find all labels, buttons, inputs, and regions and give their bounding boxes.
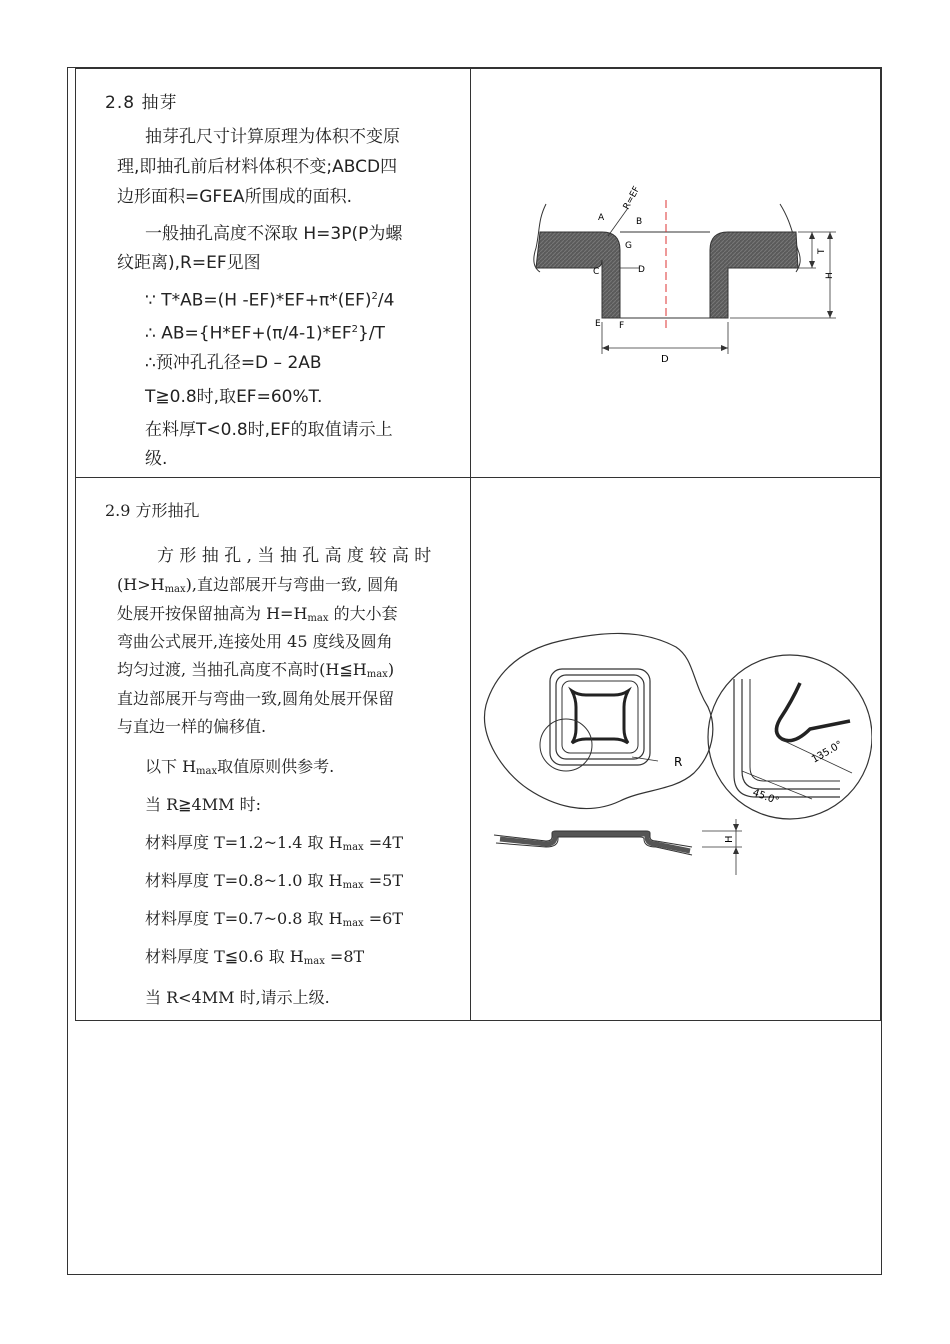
- formula-2: ∴ $AB=\{H*EF+(\pi/4-1)*EF^2\}/T$: [145, 323, 385, 344]
- reference-note: 以下 $H_{max}$取值原则供参考.: [145, 757, 335, 777]
- label-f: F: [619, 321, 625, 331]
- formula-3: ∴预冲孔孔径=D – 2AB: [145, 353, 322, 373]
- thickness-row: 材料厚度 T=1.2~1.4 取 $H_{max} =4T$: [145, 833, 404, 853]
- label-h: H: [825, 272, 835, 279]
- para-line: 抽芽孔尺寸计算原理为体积不变原: [145, 127, 400, 147]
- label-d: D: [638, 265, 645, 275]
- label-b: B: [636, 217, 643, 227]
- label-r-ef: R=EF: [621, 184, 643, 212]
- thickness-row: 材料厚度 T=0.8~1.0 取 $H_{max} =5T$: [145, 871, 404, 891]
- label-c: C: [593, 267, 600, 277]
- label-angle-45: 45.0°: [750, 787, 781, 808]
- para-line: 理,即抽孔前后材料体积不变;ABCD四: [117, 157, 398, 177]
- condition-r-ge-4: 当 R≧4MM 时:: [145, 795, 261, 814]
- rule-2-line2: 级.: [145, 449, 168, 469]
- label-r: R: [674, 755, 683, 769]
- label-g: G: [625, 241, 632, 251]
- para-line: 弯曲公式展开,连接处用 45 度线及圆角: [117, 632, 393, 651]
- para-line: 处展开按保留抽高为 $H=H_{max}$ 的大小套: [117, 604, 398, 624]
- para-line: 方 形 抽 孔 , 当 抽 孔 高 度 较 高 时: [157, 546, 432, 566]
- formula-1: ∵ T*AB=(H -EF)*EF+π*(EF)$^2$/4: [145, 290, 395, 311]
- para-line: 边形面积=GFEA所围成的面积.: [117, 187, 352, 207]
- section-2-8-title: 2.8 抽芽: [105, 93, 178, 113]
- section-2-9-title: 2.9 方形抽孔: [105, 501, 200, 520]
- label-d-dim: D: [661, 354, 669, 365]
- para-line: 均匀过渡, 当抽孔高度不高时$(H≦H_{max})$: [117, 660, 395, 680]
- para-line: 与直边一样的偏移值.: [117, 717, 267, 736]
- thickness-row: 材料厚度 T≦0.6 取 $H_{max} =8T$: [145, 947, 365, 967]
- rule-2-line1: 在料厚T<0.8时,EF的取值请示上: [145, 420, 393, 440]
- label-t: T: [817, 248, 827, 254]
- label-a: A: [598, 213, 605, 223]
- para-line: 纹距离),R=EF见图: [117, 253, 261, 273]
- extrusion-cross-section-figure: [480, 160, 860, 370]
- para-line: 一般抽孔高度不深取 H=3P(P为螺: [145, 224, 403, 244]
- label-h-2: H: [724, 835, 735, 843]
- thickness-row: 材料厚度 T=0.7~0.8 取 $H_{max} =6T$: [145, 909, 404, 929]
- condition-r-lt-4: 当 R<4MM 时,请示上级.: [145, 988, 330, 1007]
- rule-1: T≧0.8时,取EF=60%T.: [145, 387, 323, 407]
- square-extrusion-figure: [480, 625, 872, 880]
- para-line: $(H>H_{max})$,直边部展开与弯曲一致, 圆角: [117, 575, 400, 595]
- label-angle-135: 135.0°: [810, 739, 845, 766]
- label-e: E: [595, 319, 601, 329]
- para-line: 直边部展开与弯曲一致,圆角处展开保留: [117, 689, 395, 708]
